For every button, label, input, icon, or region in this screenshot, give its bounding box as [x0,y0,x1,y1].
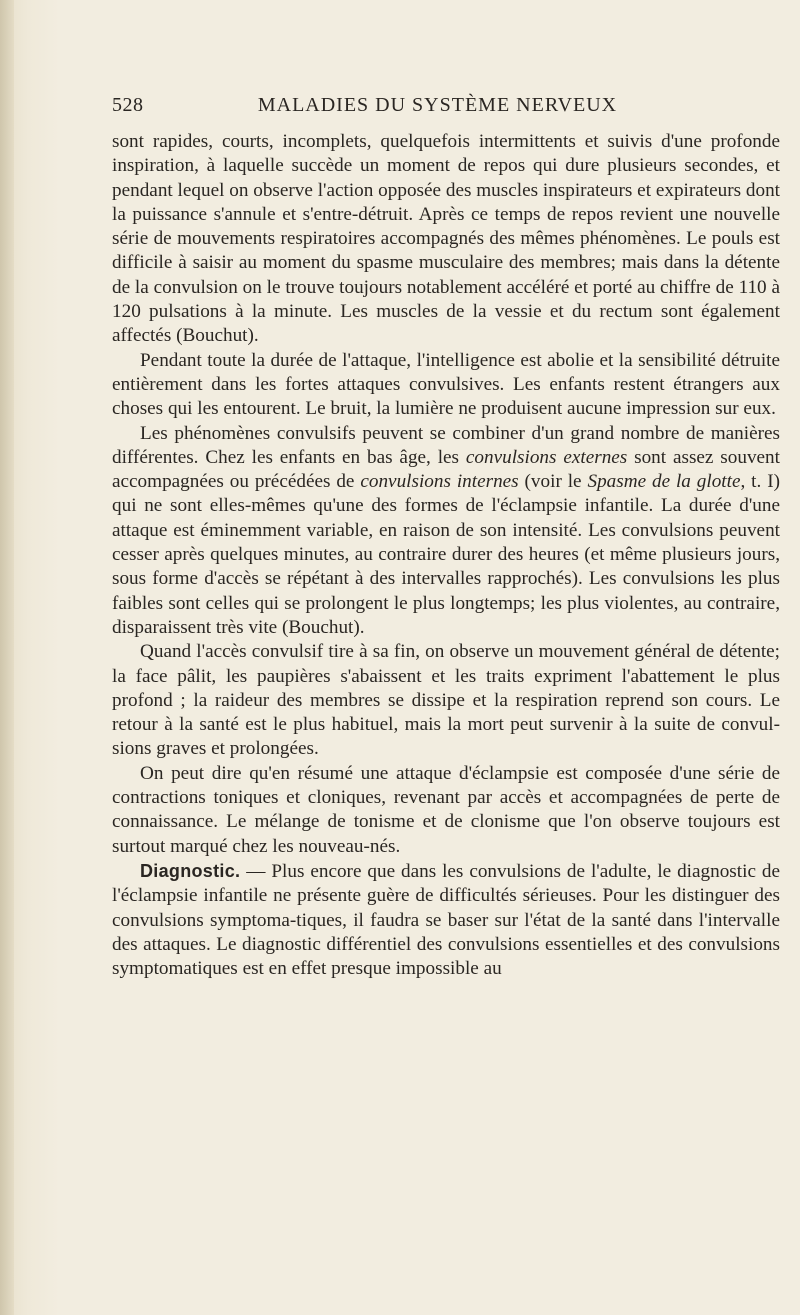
paragraph-6-text: — Plus encore que dans les convulsions de l'adulte, le diagnostic de l'éclampsie infantile ne présente guère de difficultés sérieuses. Pour les distinguer des convulsions symptoma-tiques, il faudra se baser sur l'état de la santé dans l'intervalle des attaques. Le diagnostic différentiel des convulsions essentielles et des convulsions symptomatiques est en effet presque impossible au [112,860,780,980]
paragraph-5: On peut dire qu'en résumé une attaque d'éclampsie est composée d'une série de contractions toniques et cloniques, revenant par accès et accompagnées de perte de connaissance. Le mélange de tonisme et de clonisme que l'on observe toujours est surtout marqué chez les nouveau-nés. [112,762,780,857]
paragraph-3-text-b: sont assez souvent accompagnées ou précédées de [112,446,780,493]
paragraph-3-text-d: , t. I) qui ne sont elles-mêmes qu'une des formes de l'éclampsie infantile. La durée d'une attaque est éminemment variable, en raison de son intensité. Les convulsions peuvent cesser après quelques minutes, au contraire durer des heures (et même plusieurs jours, sous forme d'accès se répétant à des intervalles rapprochés). Les convulsions les plus faibles sont celles qui se prolongent le plus longtemps; les plus violentes, au contraire, disparaissent très vite (Bouchut). [112,471,780,638]
body-text [112,130,780,981]
term-convulsions-externes: convulsions externes [465,446,628,468]
paragraph-1: sont rapides, courts, incomplets, quelquefois intermittents et suivis d'une profonde inspiration, à laquelle succède un moment de repos qui dure plusieurs secondes, et pendant lequel on observe l'action opposée des muscles inspirateurs et expirateurs dont la puissance s'annule et s'entre-détruit. Après ce temps de repos revient une nouvelle série de mouvements respiratoires accompagnés des mêmes phénomènes. Le pouls est difficile à saisir au moment du spasme musculaire des membres; mais dans la détente de la convulsion on le trouve toujours notablement accéléré et porté au chiffre de 110 à 120 pulsations à la minute. Les muscles de la vessie et du rectum sont également affectés (Bouchut). [112,131,780,347]
page-header [112,94,667,122]
running-title: MALADIES DU SYSTÈME NERVEUX [257,94,618,116]
term-spasme-de-la-glotte: Spasme de la glotte [587,471,741,493]
page-number: 528 [112,94,144,116]
paragraph-3 [112,422,780,641]
paragraph-2: Pendant toute la durée de l'attaque, l'intelligence est abolie et la sensibilité détruite entièrement dans les fortes attaques convulsives. Les enfants restent étrangers aux choses qui les entourent. Le bruit, la lumière ne produisent aucune impression sur eux. [112,349,780,420]
paragraph-3-text-a: Les phénomènes convulsifs peuvent se combiner d'un grand nombre de manières différentes. Chez les enfants en bas âge, les [112,422,780,468]
paragraph-4: Quand l'accès convulsif tire à sa fin, on observe un mouvement général de détente; la face pâlit, les paupières s'abaissent et les traits expriment l'abattement le plus profond ; la raideur des membres se dissipe et la respiration reprend son cours. Le retour à la santé est le plus habituel, mais la mort peut survenir à la suite de convul-sions graves et prolongées. [112,641,780,760]
section-heading-diagnostic: Diagnostic. [140,860,241,881]
paragraph-6 [112,859,780,981]
page-gutter [0,0,14,1315]
paragraph-3-text-c: (voir le [518,471,588,493]
term-convulsions-internes: convulsions internes [360,471,519,493]
